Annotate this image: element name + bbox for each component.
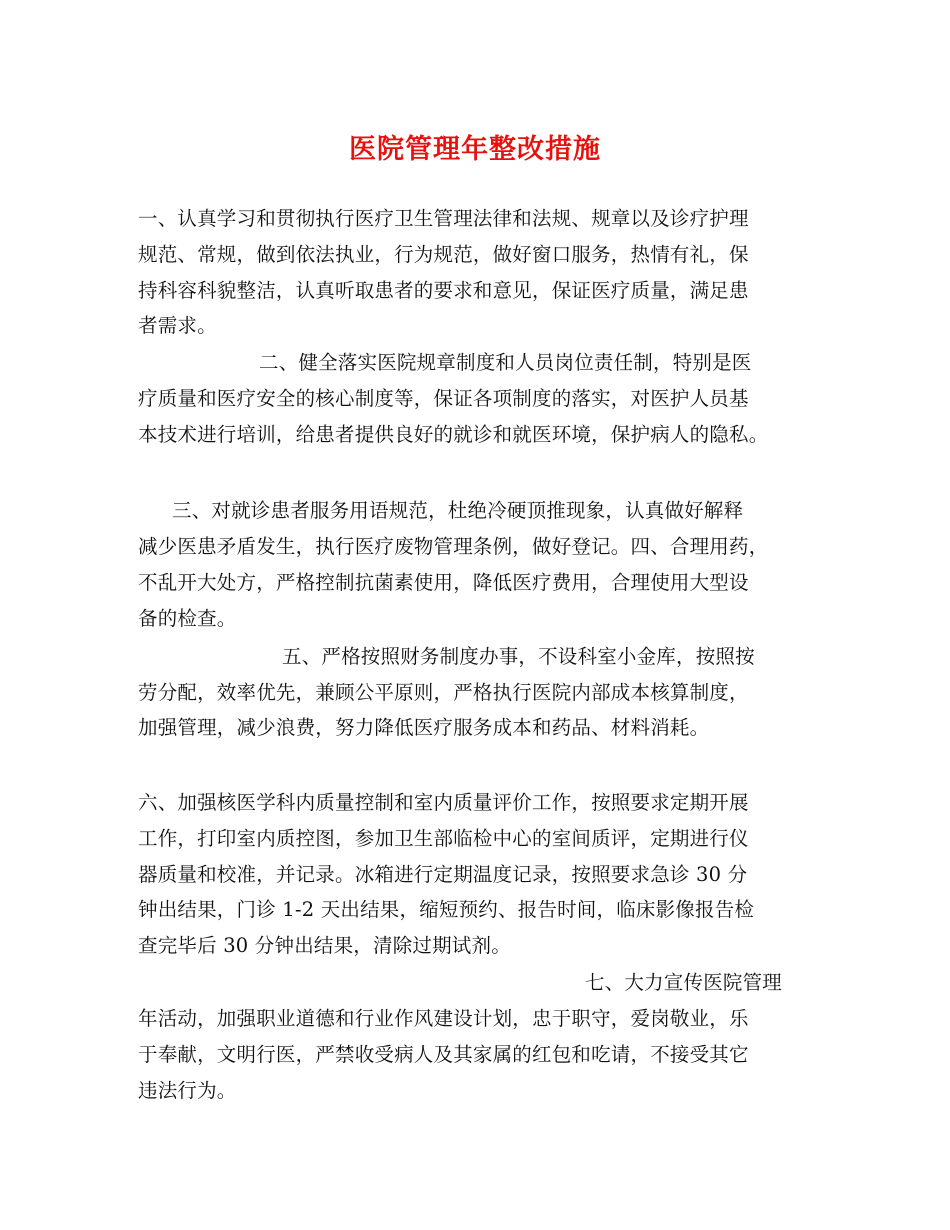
paragraph-line: 持科容科貌整洁，认真听取患者的要求和意见，保证医疗质量，满足患 [138,279,749,302]
paragraph-line: 规范、常规，做到依法执业，行为规范，做好窗口服务，热情有礼，保 [138,243,749,266]
paragraph-line: 二、健全落实医院规章制度和人员岗位责任制，特别是医 [259,351,752,374]
paragraph-line: 者需求。 [138,314,217,337]
paragraph-line: 年活动，加强职业道德和行业作风建设计划，忠于职守，爱岗敬业，乐 [138,1007,749,1030]
paragraph-line: 查完毕后 30 分钟出结果，清除过期试剂。 [138,934,511,957]
paragraph-line: 劳分配，效率优先，兼顾公平原则，严格执行医院内部成本核算制度， [138,681,749,704]
paragraph-line: 工作，打印室内质控图，参加卫生部临检中心的室间质评，定期进行仪 [138,827,749,850]
paragraph-line: 疗质量和医疗安全的核心制度等，保证各项制度的落实，对医护人员基 [138,387,749,410]
paragraph-line: 器质量和校准，并记录。冰箱进行定期温度记录，按照要求急诊 30 分 [138,863,748,886]
paragraph-line: 三、对就诊患者服务用语规范，杜绝冷硬顶推现象，认真做好解释 [172,499,744,522]
paragraph-line: 减少医患矛盾发生，执行医疗废物管理条例，做好登记。四、合理用药， [138,535,769,558]
paragraph-line: 本技术进行培训，给患者提供良好的就诊和就医环境，保护病人的隐私。 [138,423,769,446]
paragraph-line: 七、大力宣传医院管理 [585,971,783,994]
paragraph-line: 备的检查。 [138,607,237,630]
paragraph-line: 不乱开大处方，严格控制抗菌素使用，降低医疗费用，合理使用大型设 [138,571,749,594]
paragraph-line: 钟出结果，门诊 1-2 天出结果，缩短预约、报告时间，临床影像报告检 [138,898,755,921]
paragraph-line: 一、认真学习和贯彻执行医疗卫生管理法律和法规、规章以及诊疗护理 [138,207,749,230]
paragraph-line: 五、严格按照财务制度办事，不设科室小金库，按照按 [282,645,755,668]
paragraph-line: 违法行为。 [138,1079,237,1102]
paragraph-line: 加强管理，减少浪费，努力降低医疗服务成本和药品、材料消耗。 [138,716,710,739]
paragraph-line: 于奉献，文明行医，严禁收受病人及其家属的红包和吃请，不接受其它 [138,1043,749,1066]
document-title: 医院管理年整改措施 [349,134,601,165]
paragraph-line: 六、加强核医学科内质量控制和室内质量评价工作，按照要求定期开展 [138,791,749,814]
